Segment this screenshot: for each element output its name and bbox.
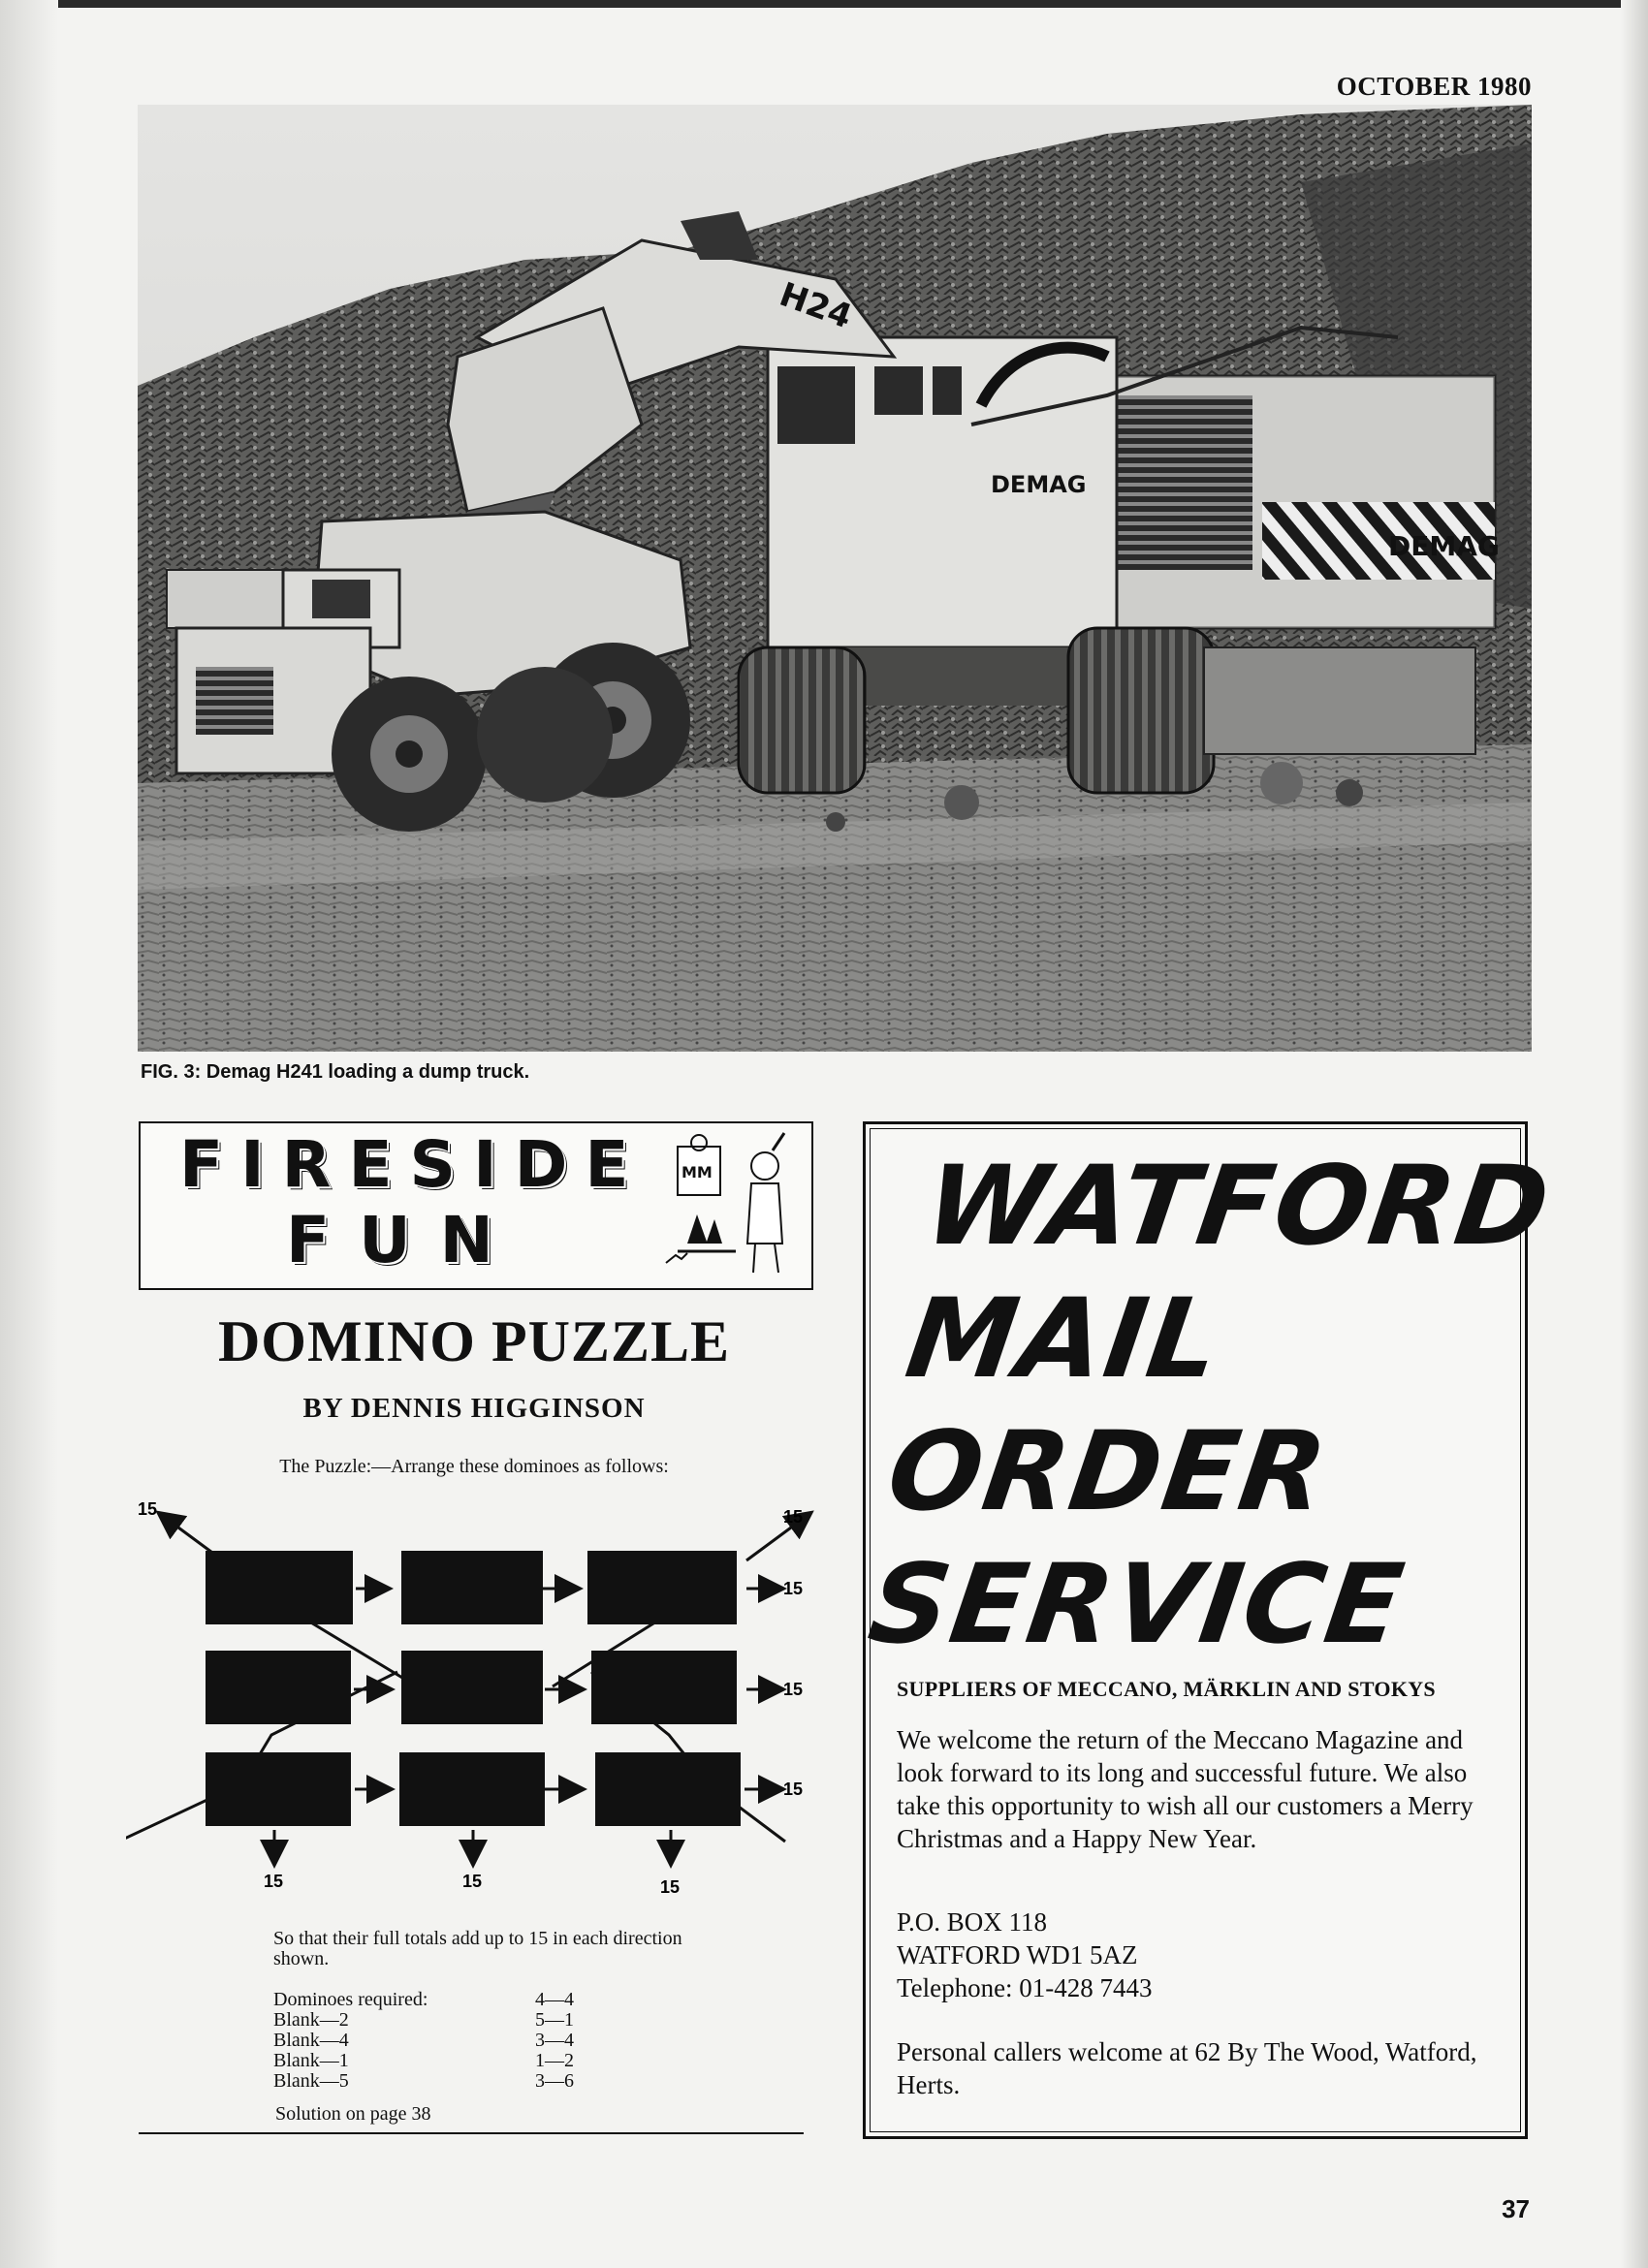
domino-item: 5—1	[535, 2009, 574, 2031]
cab-label: DEMAG	[991, 471, 1087, 498]
domino-item: Blank—1	[273, 2050, 349, 2071]
domino-slot-r2c1	[206, 1651, 351, 1724]
ad-title-line: SERVICE	[861, 1540, 1412, 1668]
address-line: WATFORD WD1 5AZ	[897, 1940, 1138, 1969]
domino-slot-r2c2	[401, 1651, 543, 1724]
excavator-photo	[138, 105, 1532, 1052]
total-col-2: 15	[462, 1872, 483, 1891]
fireside-subtitle: FUN	[286, 1203, 523, 1277]
binding-shadow	[0, 0, 58, 2268]
domino-item: Blank—2	[273, 2009, 349, 2031]
total-diag-right: 15	[783, 1507, 804, 1527]
illustration-book-label: MM	[681, 1163, 713, 1181]
domino-slot-r3c1	[206, 1752, 351, 1826]
total-col-3: 15	[660, 1877, 681, 1897]
dominoes-list-left	[273, 1990, 428, 2092]
solution-reference: Solution on page 38	[275, 2103, 431, 2125]
domino-slot-r3c2	[399, 1752, 545, 1826]
ad-address	[897, 1906, 1153, 2004]
figure-caption: FIG. 3: Demag H241 loading a dump truck.	[141, 1061, 530, 1083]
address-line: Telephone: 01-428 7443	[897, 1973, 1153, 2002]
domino-item: Blank—4	[273, 2030, 349, 2051]
domino-item: 4—4	[535, 1989, 574, 2010]
total-col-1: 15	[264, 1872, 284, 1891]
page-top-edge	[0, 0, 1648, 8]
address-line: P.O. BOX 118	[897, 1907, 1048, 1937]
watford-advertisement	[861, 1121, 1559, 2139]
page-number: 37	[1502, 2194, 1530, 2223]
domino-slot-r3c3	[595, 1752, 741, 1826]
fireside-illustration	[658, 1127, 804, 1282]
total-row-3: 15	[783, 1780, 804, 1799]
puzzle-title: DOMINO PUZZLE	[217, 1309, 731, 1373]
domino-item: Blank—5	[273, 2070, 349, 2092]
ad-title-line: MAIL	[899, 1275, 1229, 1402]
dominoes-required-label: Dominoes required:	[273, 1989, 428, 2010]
ad-suppliers: SUPPLIERS OF MECCANO, MÄRKLIN AND STOKYS	[897, 1677, 1436, 1701]
domino-item: 1—2	[535, 2050, 574, 2071]
section-divider	[139, 2132, 804, 2134]
dominoes-list-right	[535, 1990, 574, 2092]
fireside-fun-banner	[139, 1121, 813, 1290]
domino-slot-r1c2	[401, 1551, 543, 1624]
puzzle-author: BY DENNIS HIGGINSON	[302, 1393, 646, 1424]
domino-slot-r2c3	[591, 1651, 737, 1724]
fireside-title: FIRESIDE	[179, 1127, 647, 1202]
boom-label: H24	[774, 274, 857, 337]
ad-body: We welcome the return of the Meccano Magazine and look forward to its long and successful future. We also take this opportunity to wish all our customers a Merry Christmas and a Happy New Year.	[897, 1725, 1474, 1853]
total-diag-left: 15	[138, 1502, 158, 1519]
domino-item: 3—6	[535, 2070, 574, 2092]
total-row-2: 15	[783, 1680, 804, 1699]
total-row-1: 15	[783, 1579, 804, 1598]
page-right-edge	[1621, 0, 1648, 2268]
ad-callers: Personal callers welcome at 62 By The Wood, Watford, Herts.	[897, 2037, 1477, 2099]
ad-title	[861, 1140, 1558, 1671]
ad-title-line: WATFORD	[917, 1142, 1559, 1270]
domino-slot-r1c1	[206, 1551, 353, 1624]
domino-item: 3—4	[535, 2030, 574, 2051]
rear-label: DEMAG	[1388, 530, 1500, 562]
puzzle-instruction: So that their full totals add up to 15 in each direction shown.	[273, 1928, 682, 1969]
domino-slot-r1c3	[587, 1551, 737, 1624]
puzzle-intro: The Puzzle:—Arrange these dominoes as follows:	[279, 1456, 669, 1477]
issue-date: OCTOBER 1980	[1336, 72, 1532, 101]
domino-diagram	[126, 1502, 824, 1909]
ad-title-line: ORDER	[880, 1407, 1336, 1535]
